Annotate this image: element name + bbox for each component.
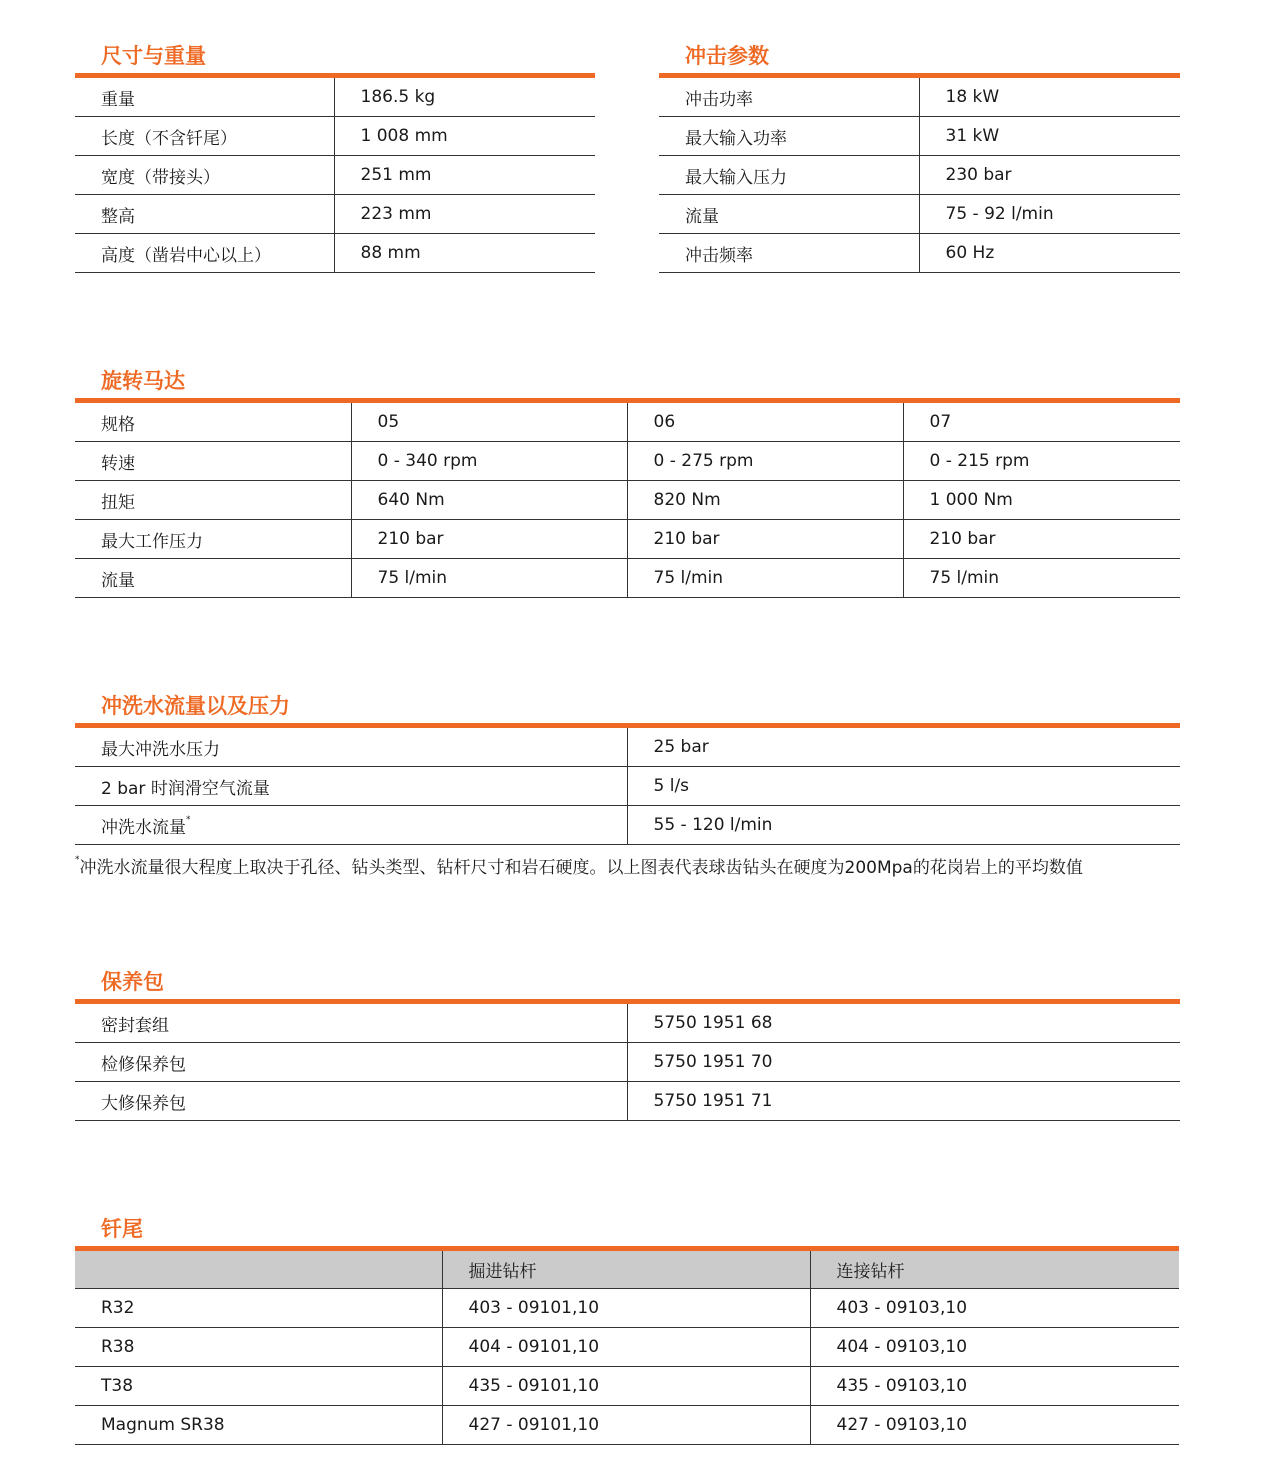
table-row — [75, 1328, 1179, 1367]
table-row — [75, 117, 595, 156]
flushing-footnote — [75, 853, 1083, 878]
table-row — [75, 1289, 1179, 1328]
cell-07: 0 - 215 rpm — [903, 442, 1180, 481]
cell-05: 640 Nm — [351, 481, 627, 520]
cell-extension-rod: 403 - 09103,10 — [810, 1289, 1179, 1328]
dimensions-table — [75, 78, 595, 273]
cell-tunneling-rod: 435 - 09101,10 — [442, 1367, 810, 1406]
cell-06: 75 l/min — [627, 559, 903, 598]
table-row — [75, 767, 1180, 806]
row-value: 18 kW — [919, 78, 1180, 117]
cell-07: 1 000 Nm — [903, 481, 1180, 520]
header-cell-extension-rod: 连接钻杆 — [810, 1251, 1179, 1289]
dimensions-title: 尺寸与重量 — [101, 44, 206, 68]
footnote-marker: * — [186, 814, 191, 825]
row-label — [75, 806, 627, 845]
row-label: 检修保养包 — [75, 1043, 627, 1082]
service-title: 保养包 — [101, 970, 164, 994]
table-row — [75, 1004, 1180, 1043]
table-row — [75, 806, 1180, 845]
dimensions-section — [75, 40, 595, 272]
table-row — [75, 1406, 1179, 1445]
table-row — [75, 403, 1180, 442]
row-label: 转速 — [75, 442, 351, 481]
table-row — [75, 234, 595, 273]
table-row — [75, 481, 1180, 520]
flushing-label-text: 冲洗水流量 — [101, 817, 186, 838]
table-row — [659, 234, 1180, 273]
row-value: 25 bar — [627, 728, 1180, 767]
row-value: 60 Hz — [919, 234, 1180, 273]
table-row — [75, 1082, 1180, 1121]
cell-tunneling-rod: 427 - 09101,10 — [442, 1406, 810, 1445]
row-label: 密封套组 — [75, 1004, 627, 1043]
row-label: T38 — [75, 1367, 442, 1406]
impact-title: 冲击参数 — [685, 44, 769, 68]
row-label: 宽度（带接头） — [75, 156, 334, 195]
table-header-row — [75, 1251, 1179, 1289]
flushing-table — [75, 728, 1180, 845]
row-value: 75 - 92 l/min — [919, 195, 1180, 234]
cell-05: 05 — [351, 403, 627, 442]
row-label: 最大输入功率 — [659, 117, 919, 156]
flushing-title: 冲洗水流量以及压力 — [101, 694, 290, 718]
row-value: 230 bar — [919, 156, 1180, 195]
row-label: 流量 — [659, 195, 919, 234]
shank-table — [75, 1251, 1179, 1445]
cell-05: 0 - 340 rpm — [351, 442, 627, 481]
row-label: 长度（不含钎尾） — [75, 117, 334, 156]
cell-06: 06 — [627, 403, 903, 442]
cell-07: 210 bar — [903, 520, 1180, 559]
cell-06: 210 bar — [627, 520, 903, 559]
row-value: 88 mm — [334, 234, 595, 273]
row-label: 最大冲洗水压力 — [75, 728, 627, 767]
cell-tunneling-rod: 403 - 09101,10 — [442, 1289, 810, 1328]
table-row — [75, 728, 1180, 767]
flushing-section — [75, 690, 1180, 844]
table-row — [75, 195, 595, 234]
table-row — [659, 156, 1180, 195]
cell-05: 75 l/min — [351, 559, 627, 598]
table-row — [75, 442, 1180, 481]
cell-06: 0 - 275 rpm — [627, 442, 903, 481]
cell-07: 07 — [903, 403, 1180, 442]
shank-section — [75, 1213, 1179, 1445]
service-section — [75, 966, 1180, 1120]
row-label: 大修保养包 — [75, 1082, 627, 1121]
row-label: Magnum SR38 — [75, 1406, 442, 1445]
cell-06: 820 Nm — [627, 481, 903, 520]
header-cell-tunneling-rod: 掘进钻杆 — [442, 1251, 810, 1289]
row-label: 冲击功率 — [659, 78, 919, 117]
table-row — [75, 559, 1180, 598]
row-label: R32 — [75, 1289, 442, 1328]
table-row — [659, 117, 1180, 156]
service-table — [75, 1004, 1180, 1121]
cell-05: 210 bar — [351, 520, 627, 559]
footnote-text: 冲洗水流量很大程度上取决于孔径、钻头类型、钻杆尺寸和岩石硬度。以上图表代表球齿钻头在硬度为200Mpa的花岗岩上的平均数值 — [79, 858, 1083, 878]
row-label: 2 bar 时润滑空气流量 — [75, 767, 627, 806]
table-row — [75, 156, 595, 195]
table-row — [75, 78, 595, 117]
shank-title: 钎尾 — [101, 1217, 143, 1241]
impact-table — [659, 78, 1180, 273]
row-label: 最大输入压力 — [659, 156, 919, 195]
row-value: 5750 1951 70 — [627, 1043, 1180, 1082]
table-row — [75, 1367, 1179, 1406]
rotation-title: 旋转马达 — [101, 369, 185, 393]
row-value: 5750 1951 71 — [627, 1082, 1180, 1121]
table-row — [75, 1043, 1180, 1082]
cell-extension-rod: 427 - 09103,10 — [810, 1406, 1179, 1445]
row-label: 流量 — [75, 559, 351, 598]
table-row — [659, 78, 1180, 117]
row-value: 5750 1951 68 — [627, 1004, 1180, 1043]
row-label: 重量 — [75, 78, 334, 117]
rotation-section — [75, 365, 1180, 597]
footnote-asterisk: * — [75, 855, 80, 865]
row-value: 5 l/s — [627, 767, 1180, 806]
row-label: R38 — [75, 1328, 442, 1367]
header-cell-empty — [75, 1251, 442, 1289]
row-label: 整高 — [75, 195, 334, 234]
impact-section — [659, 40, 1180, 272]
row-value: 186.5 kg — [334, 78, 595, 117]
row-value: 55 - 120 l/min — [627, 806, 1180, 845]
row-label: 扭矩 — [75, 481, 351, 520]
cell-tunneling-rod: 404 - 09101,10 — [442, 1328, 810, 1367]
row-value: 223 mm — [334, 195, 595, 234]
cell-extension-rod: 435 - 09103,10 — [810, 1367, 1179, 1406]
table-row — [659, 195, 1180, 234]
cell-extension-rod: 404 - 09103,10 — [810, 1328, 1179, 1367]
row-value: 1 008 mm — [334, 117, 595, 156]
cell-07: 75 l/min — [903, 559, 1180, 598]
row-label: 最大工作压力 — [75, 520, 351, 559]
row-label: 高度（凿岩中心以上） — [75, 234, 334, 273]
rotation-table — [75, 403, 1180, 598]
row-value: 251 mm — [334, 156, 595, 195]
row-label: 规格 — [75, 403, 351, 442]
row-value: 31 kW — [919, 117, 1180, 156]
table-row — [75, 520, 1180, 559]
row-label: 冲击频率 — [659, 234, 919, 273]
